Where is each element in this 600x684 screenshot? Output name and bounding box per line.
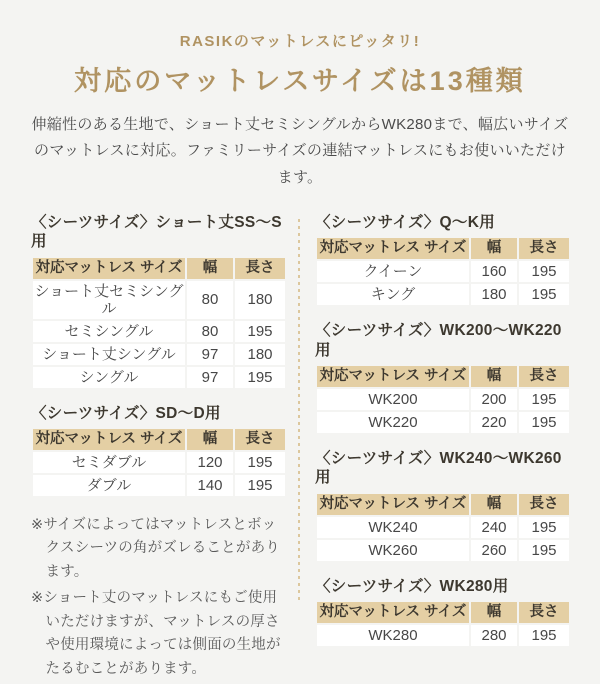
- table-header: [317, 238, 569, 259]
- table-body: [33, 281, 285, 388]
- table-row: [33, 321, 285, 342]
- cell-width: 80: [187, 281, 233, 319]
- cell-width: 120: [187, 452, 233, 473]
- table-body: [317, 261, 569, 305]
- cell-length: 195: [235, 321, 285, 342]
- cell-width: 240: [471, 517, 517, 538]
- header-cell-size: 対応マットレス サイズ: [33, 429, 185, 450]
- cell-length: 195: [235, 452, 285, 473]
- table-header: [317, 602, 569, 623]
- header-cell-width: 幅: [471, 494, 517, 515]
- size-table: [315, 492, 571, 563]
- cell-length: 195: [519, 412, 569, 433]
- cell-size-name: クイーン: [317, 261, 469, 282]
- cell-width: 260: [471, 540, 517, 561]
- cell-width: 180: [471, 284, 517, 305]
- note-item: ※サイズによってはマットレスとボックスシーツの角がズレることがあります。: [31, 516, 280, 580]
- cell-width: 140: [187, 475, 233, 496]
- sheet-size-table-block: [31, 213, 283, 390]
- header-cell-width: 幅: [471, 238, 517, 259]
- cell-length: 195: [235, 367, 285, 388]
- cell-width: 160: [471, 261, 517, 282]
- table-title: 〈シーツサイズ〉WK240〜WK260用: [315, 449, 562, 487]
- cell-width: 97: [187, 367, 233, 388]
- size-table: [315, 364, 571, 435]
- size-table: [315, 600, 571, 648]
- table-body: [317, 389, 569, 433]
- table-row: [317, 517, 569, 538]
- header-cell-length: 長さ: [519, 366, 569, 387]
- table-row: [317, 261, 569, 282]
- table-header: [33, 258, 285, 279]
- table-title: 〈シーツサイズ〉WK200〜WK220用: [315, 322, 562, 359]
- cell-size-name: ショート丈セミシングル: [34, 282, 184, 317]
- cell-length: 195: [519, 517, 569, 538]
- table-header: [317, 366, 569, 387]
- header-row: [317, 366, 569, 387]
- table-row: [33, 452, 285, 473]
- sheet-size-table-block: [31, 404, 283, 498]
- size-table: [31, 427, 287, 498]
- table-row: [317, 625, 569, 646]
- header-cell-length: 長さ: [519, 238, 569, 259]
- cell-size-name: WK220: [317, 412, 469, 433]
- cell-size-name: ショート丈シングル: [33, 344, 185, 365]
- header-cell-width: 幅: [187, 429, 233, 450]
- header-cell-size: 対応マットレス サイズ: [317, 238, 469, 259]
- header-row: [317, 238, 569, 259]
- notes: [31, 514, 283, 681]
- cell-length: 195: [519, 389, 569, 410]
- table-body: [317, 625, 569, 646]
- header-cell-length: 長さ: [235, 429, 285, 450]
- header-cell-length: 長さ: [519, 602, 569, 623]
- table-title: 〈シーツサイズ〉WK280用: [315, 577, 509, 595]
- table-row: [33, 367, 285, 388]
- cell-length: 195: [235, 475, 285, 496]
- cell-width: 97: [187, 344, 233, 365]
- tagline: RASIKのマットレスにピッタリ!: [179, 33, 421, 50]
- header-row: [33, 258, 285, 279]
- description: 伸縮性のある生地で、ショート丈セミシングルからWK280まで、幅広いサイズのマットレスに対応。ファミリーサイズの連結マットレスにもお使いいただけます。: [31, 116, 569, 186]
- cell-size-name: WK200: [317, 389, 469, 410]
- table-title: 〈シーツサイズ〉ショート丈SS〜S用: [31, 213, 282, 251]
- cell-size-name: セミシングル: [33, 321, 185, 342]
- header-row: [317, 602, 569, 623]
- cell-size-name: キング: [317, 284, 469, 305]
- cell-size-name: WK240: [317, 517, 469, 538]
- size-table: [31, 256, 287, 390]
- table-body: [317, 517, 569, 561]
- sheet-size-table-block: [315, 449, 567, 563]
- cell-length: 195: [519, 261, 569, 282]
- table-row: [33, 281, 285, 319]
- cell-size-name: シングル: [33, 367, 185, 388]
- table-header: [33, 429, 285, 450]
- table-row: [33, 475, 285, 496]
- header-cell-size: 対応マットレス サイズ: [317, 366, 469, 387]
- table-title: 〈シーツサイズ〉SD〜D用: [31, 404, 221, 422]
- table-row: [317, 284, 569, 305]
- table-row: [317, 412, 569, 433]
- right-column: [315, 213, 567, 662]
- cell-size-name: WK280: [317, 625, 469, 646]
- cell-size-name: セミダブル: [33, 452, 185, 473]
- header-cell-length: 長さ: [519, 494, 569, 515]
- size-tables-section: [31, 213, 569, 684]
- table-title: 〈シーツサイズ〉Q〜K用: [315, 213, 495, 231]
- header-cell-width: 幅: [471, 602, 517, 623]
- cell-width: 280: [471, 625, 517, 646]
- left-column: [31, 213, 283, 684]
- table-header: [317, 494, 569, 515]
- size-table: [315, 236, 571, 307]
- header-row: [317, 494, 569, 515]
- cell-size-name: WK260: [317, 540, 469, 561]
- header-cell-length: 長さ: [235, 258, 285, 279]
- sheet-size-table-block: [315, 213, 567, 307]
- cell-width: 220: [471, 412, 517, 433]
- sheet-size-table-block: [315, 577, 567, 648]
- cell-size-name: ダブル: [33, 475, 185, 496]
- cell-length: 180: [235, 344, 285, 365]
- cell-length: 195: [519, 540, 569, 561]
- header-cell-width: 幅: [471, 366, 517, 387]
- note-item: ※ショート丈のマットレスにもご使用いただけますが、マットレスの厚さや使用環境によっては側面の生地がたるむことがあります。: [31, 590, 281, 677]
- header-cell-size: 対応マットレス サイズ: [317, 602, 469, 623]
- cell-width: 200: [471, 389, 517, 410]
- table-row: [317, 389, 569, 410]
- cell-length: 195: [519, 284, 569, 305]
- header-cell-width: 幅: [187, 258, 233, 279]
- sheet-size-table-block: [315, 321, 567, 435]
- page-title: 対応のマットレスサイズは13種類: [74, 66, 526, 96]
- cell-length: 195: [519, 625, 569, 646]
- header-cell-size: 対応マットレス サイズ: [317, 494, 469, 515]
- table-body: [33, 452, 285, 496]
- column-divider: [298, 219, 300, 603]
- cell-width: 80: [187, 321, 233, 342]
- header-cell-size: 対応マットレス サイズ: [33, 258, 185, 279]
- table-row: [33, 344, 285, 365]
- table-row: [317, 540, 569, 561]
- header-row: [33, 429, 285, 450]
- cell-length: 180: [235, 281, 285, 319]
